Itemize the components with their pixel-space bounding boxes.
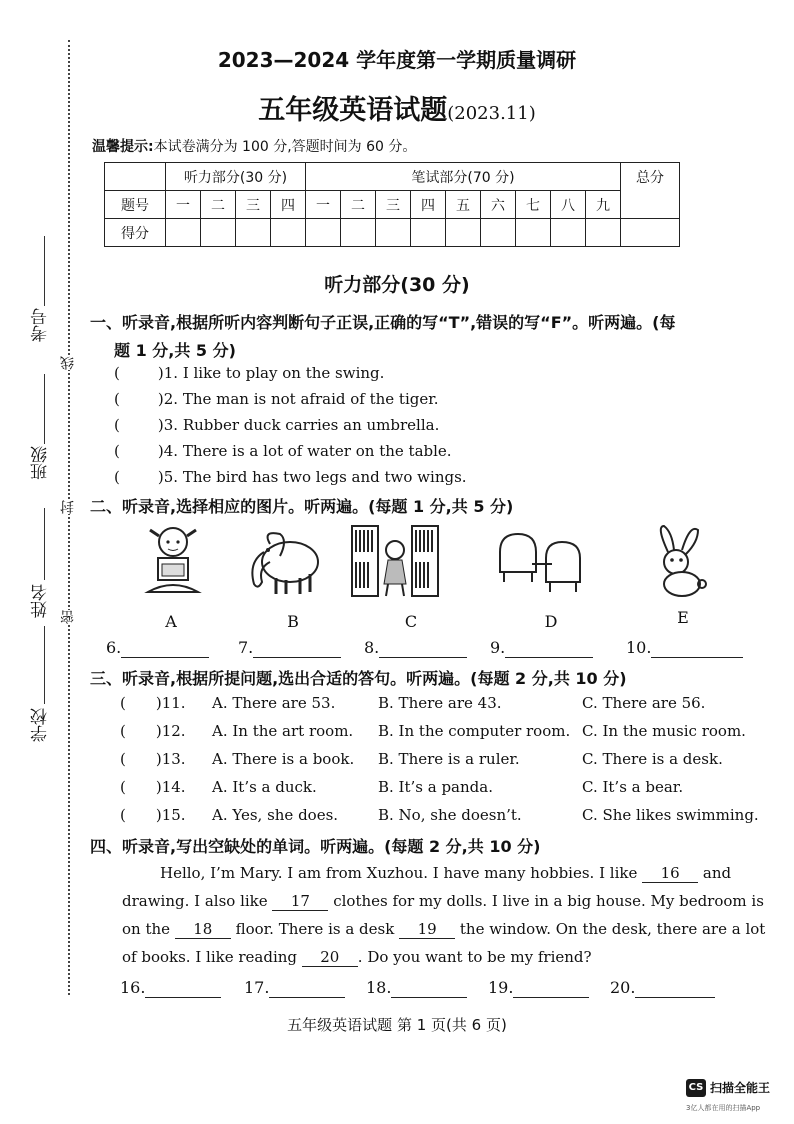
col-w5: 五 xyxy=(446,191,481,219)
part3-item xyxy=(120,806,780,824)
part1-item xyxy=(114,468,467,486)
answer-blank[interactable] xyxy=(269,978,345,998)
option-b: B. It’s a panda. xyxy=(378,778,493,796)
picture-letter-a: A xyxy=(165,612,177,631)
option-b: B. There is a ruler. xyxy=(378,750,520,768)
part4-instruction: 四、听录音,写出空缺处的单词。听两遍。(每题 2 分,共 10 分) xyxy=(90,837,541,856)
row-label-number: 题号 xyxy=(105,191,166,219)
item-text: I like to play on the swing. xyxy=(182,364,385,382)
answer-number: 9. xyxy=(490,638,506,657)
item-number: )14. xyxy=(155,778,186,796)
answer-blank[interactable] xyxy=(145,978,221,998)
col-w1: 一 xyxy=(306,191,341,219)
item-text: The man is not afraid of the tiger. xyxy=(182,390,439,408)
exam-term-title: 2023—2024 学年度第一学期质量调研 xyxy=(217,48,577,72)
part2-instruction: 二、听录音,选择相应的图片。听两遍。(每题 1 分,共 5 分) xyxy=(90,497,514,516)
answer-blank[interactable] xyxy=(121,638,209,658)
answer-number: 18. xyxy=(366,978,392,997)
part4-answer-20 xyxy=(610,978,715,998)
class-label: 班级 xyxy=(31,446,51,480)
col-l1: 一 xyxy=(166,191,201,219)
item-number: )2. xyxy=(157,390,179,408)
option-a: A. There are 53. xyxy=(212,694,336,712)
option-a: A. There is a book. xyxy=(212,750,355,768)
score-cell[interactable] xyxy=(586,219,621,247)
part1-instruction-line1: 一、听录音,根据所听内容判断句子正误,正确的写“T”,错误的写“F”。听两遍。(每 xyxy=(90,313,676,332)
answer-blank[interactable] xyxy=(505,638,593,658)
item-number: )1. xyxy=(157,364,179,382)
picture-letter-e: E xyxy=(677,608,689,627)
tip-text: 本试卷满分为 100 分,答题时间为 60 分。 xyxy=(153,139,417,155)
option-a: A. It’s a duck. xyxy=(212,778,317,796)
school-label: 学校 xyxy=(31,708,51,742)
col-w3: 三 xyxy=(376,191,411,219)
option-b: B. In the computer room. xyxy=(378,722,571,740)
passage-text: floor. There is a desk xyxy=(235,920,395,938)
col-w7: 七 xyxy=(516,191,551,219)
total-score-cell[interactable] xyxy=(621,219,680,247)
passage-line-4 xyxy=(122,948,786,967)
school-field[interactable] xyxy=(44,626,45,704)
option-b: B. There are 43. xyxy=(378,694,502,712)
exam-title xyxy=(0,88,794,127)
part4-answer-16 xyxy=(120,978,221,998)
answer-bracket[interactable]: ( xyxy=(114,442,120,460)
option-c: C. It’s a bear. xyxy=(582,778,684,796)
answer-bracket[interactable]: ( xyxy=(120,722,126,740)
name-field[interactable] xyxy=(44,508,45,580)
passage-line-3 xyxy=(122,920,786,939)
score-cell[interactable] xyxy=(481,219,516,247)
passage-text: drawing. I also like xyxy=(122,892,268,910)
item-number: )13. xyxy=(155,750,186,768)
answer-bracket[interactable]: ( xyxy=(120,778,126,796)
col-l4: 四 xyxy=(271,191,306,219)
answer-number: 17. xyxy=(244,978,270,997)
passage-text: on the xyxy=(122,920,171,938)
col-w2: 二 xyxy=(341,191,376,219)
scanner-watermark xyxy=(686,1077,786,1117)
elephant-icon xyxy=(240,522,330,600)
answer-blank[interactable] xyxy=(651,638,743,658)
blank-19[interactable]: 19 xyxy=(399,920,455,939)
exam-number-label: 考号 xyxy=(31,308,51,342)
answer-bracket[interactable]: ( xyxy=(114,416,120,434)
answer-number: 8. xyxy=(364,638,380,657)
score-cell[interactable] xyxy=(306,219,341,247)
row-label-score: 得分 xyxy=(105,219,166,247)
part4-answer-17 xyxy=(244,978,345,998)
exam-date: (2023.11) xyxy=(447,103,536,124)
item-number: )12. xyxy=(155,722,186,740)
option-c: C. There is a desk. xyxy=(582,750,723,768)
scanner-logo-icon: CS xyxy=(686,1079,706,1097)
part1-item xyxy=(114,416,439,434)
answer-bracket[interactable]: ( xyxy=(120,806,126,824)
part3-item xyxy=(120,750,780,768)
option-c: C. In the music room. xyxy=(582,722,746,740)
item-number: )15. xyxy=(155,806,186,824)
score-table xyxy=(104,162,680,247)
listening-section-title: 听力部分(30 分) xyxy=(324,274,470,296)
binding-dashed-line xyxy=(68,40,70,995)
option-c: C. She likes swimming. xyxy=(582,806,759,824)
score-cell[interactable] xyxy=(166,219,201,247)
picture-letter-b: B xyxy=(287,612,299,631)
part3-item xyxy=(120,722,780,740)
answer-number: 20. xyxy=(610,978,636,997)
passage-text: of books. I like reading xyxy=(122,948,298,966)
part2-answer-10 xyxy=(626,638,743,658)
part3-instruction: 三、听录音,根据所提问题,选出合适的答句。听两遍。(每题 2 分,共 10 分) xyxy=(90,669,627,688)
exam-title-text: 五年级英语试题 xyxy=(258,95,448,126)
passage-text: Hello, I’m Mary. I am from Xuzhou. I have many hobbies. I like xyxy=(160,864,638,882)
answer-blank[interactable] xyxy=(379,638,467,658)
score-cell[interactable] xyxy=(516,219,551,247)
passage-line-2 xyxy=(122,892,786,911)
blank-20[interactable]: 20 xyxy=(302,948,358,967)
col-l3: 三 xyxy=(236,191,271,219)
col-w6: 六 xyxy=(481,191,516,219)
answer-bracket[interactable]: ( xyxy=(114,364,120,382)
score-cell[interactable] xyxy=(236,219,271,247)
score-table-header-row xyxy=(105,163,680,191)
item-text: Rubber duck carries an umbrella. xyxy=(182,416,440,434)
part3-item xyxy=(120,778,780,796)
col-l2: 二 xyxy=(201,191,236,219)
total-header: 总分 xyxy=(621,163,680,219)
item-number: )3. xyxy=(157,416,179,434)
part2-answer-7 xyxy=(238,638,341,658)
score-row[interactable] xyxy=(105,219,680,247)
seal-xian: 线 xyxy=(60,356,76,370)
part2-answer-6 xyxy=(106,638,209,658)
blank-18[interactable]: 18 xyxy=(175,920,231,939)
part1-item xyxy=(114,364,384,382)
part1-instruction-line2: 题 1 分,共 5 分) xyxy=(114,341,236,360)
tip-label: 温馨提示: xyxy=(92,139,154,155)
passage-line-1 xyxy=(160,864,786,883)
part4-answer-18 xyxy=(366,978,467,998)
answer-number: 7. xyxy=(238,638,254,657)
passage-text: and xyxy=(702,864,732,882)
page-footer: 五年级英语试题 第 1 页(共 6 页) xyxy=(287,1016,507,1034)
answer-bracket[interactable]: ( xyxy=(114,390,120,408)
answer-number: 10. xyxy=(626,638,652,657)
armchairs-icon xyxy=(496,522,586,600)
part3-item xyxy=(120,694,780,712)
part1-item xyxy=(114,442,452,460)
tip xyxy=(92,136,416,156)
blank-17[interactable]: 17 xyxy=(272,892,328,911)
answer-blank[interactable] xyxy=(635,978,715,998)
option-a: A. Yes, she does. xyxy=(212,806,339,824)
score-cell[interactable] xyxy=(446,219,481,247)
part2-answer-9 xyxy=(490,638,593,658)
answer-number: 16. xyxy=(120,978,146,997)
scanner-tagline: 3亿人都在用的扫描App xyxy=(686,1104,761,1112)
part2-answer-8 xyxy=(364,638,467,658)
blank-16[interactable]: 16 xyxy=(642,864,698,883)
corner-cell xyxy=(105,163,166,191)
class-field[interactable] xyxy=(44,374,45,444)
girl-reading-icon xyxy=(128,522,218,600)
answer-blank[interactable] xyxy=(391,978,467,998)
col-w8: 八 xyxy=(551,191,586,219)
col-w4: 四 xyxy=(411,191,446,219)
question-number-row xyxy=(105,191,680,219)
seal-feng: 封 xyxy=(60,500,76,514)
option-c: C. There are 56. xyxy=(582,694,706,712)
rabbit-icon xyxy=(636,522,726,600)
item-text: The bird has two legs and two wings. xyxy=(182,468,467,486)
score-cell[interactable] xyxy=(551,219,586,247)
answer-number: 6. xyxy=(106,638,122,657)
col-w9: 九 xyxy=(586,191,621,219)
passage-text: the window. On the desk, there are a lot xyxy=(459,920,766,938)
answer-bracket[interactable]: ( xyxy=(120,694,126,712)
name-label: 姓名 xyxy=(31,584,51,618)
passage-text: . Do you want to be my friend? xyxy=(357,948,592,966)
item-number: )5. xyxy=(157,468,179,486)
part1-item xyxy=(114,390,439,408)
listening-header: 听力部分(30 分) xyxy=(166,163,306,191)
item-number: )11. xyxy=(155,694,186,712)
score-cell[interactable] xyxy=(271,219,306,247)
part4-answer-19 xyxy=(488,978,589,998)
item-text: There is a lot of water on the table. xyxy=(182,442,452,460)
answer-blank[interactable] xyxy=(253,638,341,658)
answer-blank[interactable] xyxy=(513,978,589,998)
answer-bracket[interactable]: ( xyxy=(120,750,126,768)
option-b: B. No, she doesn’t. xyxy=(378,806,522,824)
picture-letter-d: D xyxy=(544,612,558,631)
score-cell[interactable] xyxy=(411,219,446,247)
picture-letter-c: C xyxy=(404,612,418,631)
item-number: )4. xyxy=(157,442,179,460)
passage-text: clothes for my dolls. I live in a big house. My bedroom is xyxy=(333,892,764,910)
score-cell[interactable] xyxy=(341,219,376,247)
library-boy-icon xyxy=(350,522,440,600)
score-cell[interactable] xyxy=(376,219,411,247)
scanner-brand: 扫描全能王 xyxy=(710,1081,771,1095)
score-cell[interactable] xyxy=(201,219,236,247)
option-a: A. In the art room. xyxy=(212,722,354,740)
writing-header: 笔试部分(70 分) xyxy=(306,163,621,191)
seal-mi: 密 xyxy=(60,610,76,624)
answer-bracket[interactable]: ( xyxy=(114,468,120,486)
answer-number: 19. xyxy=(488,978,514,997)
